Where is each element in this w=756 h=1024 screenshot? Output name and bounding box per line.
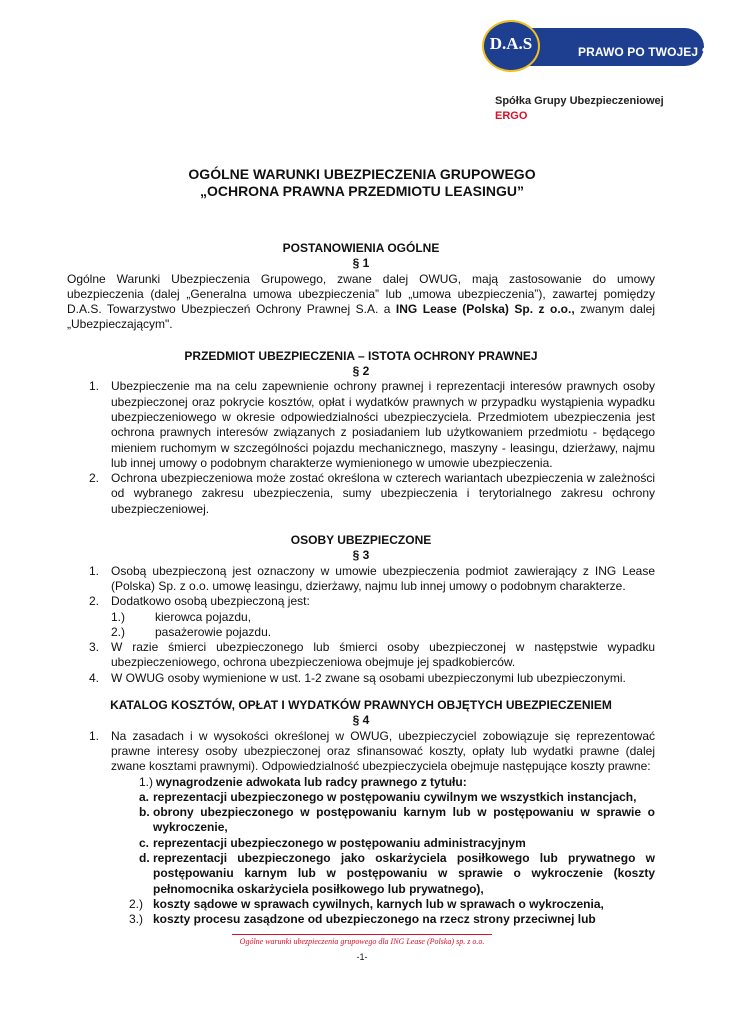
section-number: § 1 <box>352 256 370 271</box>
section-number: § 2 <box>352 364 370 379</box>
item-text: Dodatkowo osobą ubezpieczoną jest: <box>111 594 310 609</box>
sub-item-text: pasażerowie pojazdu. <box>155 624 272 639</box>
letter-item <box>67 851 655 897</box>
section-heading: OSOBY UBEZPIECZONE <box>290 533 432 548</box>
letter-text: reprezentacji ubezpieczonego w postępowaniu administracyjnym <box>153 835 526 850</box>
section-number: § 4 <box>352 713 370 728</box>
sub-item <box>67 897 655 912</box>
paragraph-text: zwanym dalej „Ubezpieczającym". <box>67 302 656 332</box>
section-number: § 3 <box>352 548 370 563</box>
logo-mark: D.A.S <box>489 34 533 53</box>
item-number: 2. <box>89 471 100 486</box>
letter-item <box>67 805 655 836</box>
das-logo <box>482 20 756 72</box>
item-number: 3. <box>89 640 100 655</box>
list-item <box>67 564 655 595</box>
item-text: Na zasadach i w wysokości określonej w OWUG, ubezpieczyciel zobowiązuje się reprezentować prawne interesy osoby ubezpieczonej oraz sfinansować koszty, opłaty lub wydatki prawne (dalej zwane kosztami prawnymi). Odpowiedzialność ubezpieczyciela obejmuje następujące koszty prawne: <box>111 728 655 774</box>
company-name: ING Lease (Polska) Sp. z o.o., <box>395 302 575 317</box>
section-heading: PRZEDMIOT UBEZPIECZENIA – ISTOTA OCHRONY PRAWNEJ <box>184 348 538 363</box>
sub-item-text: kierowca pojazdu, <box>155 609 252 624</box>
logo-banner <box>520 28 756 66</box>
letter-text: reprezentacji ubezpieczonego w postępowaniu cywilnym we wszystkich instancjach, <box>153 789 637 804</box>
item-number: 2. <box>89 594 100 609</box>
item-text: W razie śmierci ubezpieczonego lub śmierci osoby ubezpieczonej w następstwie wypadku ubezpieczeniowego, ochrona ubezpieczeniowa obejmuje jej spadkobierców. <box>111 640 655 670</box>
document-title-line1: OGÓLNE WARUNKI UBEZPIECZENIA GRUPOWEGO <box>188 166 536 182</box>
paragraph-text: Ogólne Warunki Ubezpieczenia Grupowego, zwane dalej OWUG, mają zastosowanie do umowy ubezpieczenia (dalej „Generalna umowa ubezpieczenia” lub „umowa ubezpieczenia”), zawartej pomiędzy D.A.S. Towarzystwo Ubezpieczeń Ochrony Prawnej S.A. a <box>67 271 655 317</box>
letter-text: reprezentacji ubezpieczonego jako oskarżyciela posiłkowego lub prywatnego w postępowaniu karnym lub w postępowaniu w sprawie o wykroczenie (koszty pełnomocnika oskarżyciela posiłkowego lub prywatnego), <box>153 850 655 896</box>
item-number: 1. <box>89 728 100 743</box>
list-item <box>67 594 655 609</box>
letter-marker: c. <box>139 835 150 850</box>
list-item <box>67 471 655 517</box>
sub-item <box>67 625 655 640</box>
item-text: Ubezpieczenie ma na celu zapewnienie ochrony prawnej i reprezentacji interesów prawnych osoby ubezpieczonej oraz pokrycie kosztów, opłat i wydatków prawnych w przypadku wystąpienia wypadku ubezpieczeniowego w okresie odpowiedzialności ubezpieczyciela. Przedmiotem ubezpieczenia jest ochrona prawnych interesów związanych z posiadaniem lub użytkowaniem przedmiotu - będącego mieniem ruchomym w szczególności pojazdu mechanicznego, maszyny - leasingu, dzierżawy, najmu lub innej umowy o podobnym charakterze wymienionego w umowie ubezpieczenia. <box>111 379 655 470</box>
item-text: Ochrona ubezpieczeniowa może zostać określona w czterech wariantach ubezpieczenia w zależności od wybranego zakresu ubezpieczenia, sumy ubezpieczenia i terytorialnego zakresu ochrony ubezpieczeniowej. <box>111 471 655 516</box>
list-item <box>67 379 655 471</box>
item-text: Osobą ubezpieczoną jest oznaczony w umowie ubezpieczenia podmiot zawierający z ING Lease (Polska) Sp. z o.o. umowę leasingu, dzierżawy, najmu lub innej umowy o podobnym charakterze. <box>111 563 655 593</box>
sub-item-text: koszty sądowe w sprawach cywilnych, karnych lub w sprawach o wykroczenia, <box>153 896 604 911</box>
letter-item <box>67 836 655 851</box>
list-item <box>67 671 655 686</box>
paragraph <box>67 272 655 333</box>
sub-item-number: 2.) <box>111 624 126 639</box>
document-body <box>67 241 655 927</box>
letter-marker: b. <box>139 805 150 820</box>
item-number: 4. <box>89 670 100 685</box>
section-heading: POSTANOWIENIA OGÓLNE <box>282 241 440 255</box>
company-line: Spółka Grupy Ubezpieczeniowej <box>495 95 664 107</box>
sub-item-number: 1.) <box>139 774 154 789</box>
sub-item-text: koszty procesu zasądzone od ubezpieczonego na rzecz strony przeciwnej lub <box>153 912 596 927</box>
sub-item-number: 3.) <box>129 912 144 927</box>
letter-marker: d. <box>139 850 150 865</box>
sub-item <box>67 912 655 927</box>
logo-tagline: PRAWO PO TWOJEJ STRONIE <box>578 45 756 59</box>
sub-item-number: 1.) <box>111 609 126 624</box>
sub-item <box>67 775 655 790</box>
footer-divider <box>232 934 492 935</box>
letter-marker: a. <box>139 789 150 804</box>
page-number: -1- <box>356 952 368 962</box>
footer-text: Ogólne warunki ubezpieczenia grupowego dla ING Lease (Polska) sp. z o.o. <box>239 937 485 946</box>
sub-item <box>67 610 655 625</box>
item-number: 1. <box>89 563 100 578</box>
section-heading: KATALOG KOSZTÓW, OPŁAT I WYDATKÓW PRAWNYCH OBJĘTYCH UBEZPIECZENIEM <box>110 698 612 713</box>
list-item <box>67 729 655 775</box>
list-item <box>67 640 655 671</box>
brand-name: ERGO <box>495 110 528 122</box>
sub-item-number: 2.) <box>129 896 144 911</box>
item-text: W OWUG osoby wymienione w ust. 1-2 zwane są osobami ubezpieczonymi lub ubezpieczonymi. <box>111 670 626 685</box>
document-title-line2: „OCHRONA PRAWNA PRZEDMIOTU LEASINGU” <box>199 183 525 199</box>
letter-text: obrony ubezpieczonego w postępowaniu karnym lub w postępowaniu w sprawie o wykroczenie, <box>153 805 655 835</box>
letter-item <box>67 790 655 805</box>
sub-item-text: wynagrodzenie adwokata lub radcy prawnego z tytułu: <box>156 774 467 789</box>
item-number: 1. <box>89 379 100 394</box>
